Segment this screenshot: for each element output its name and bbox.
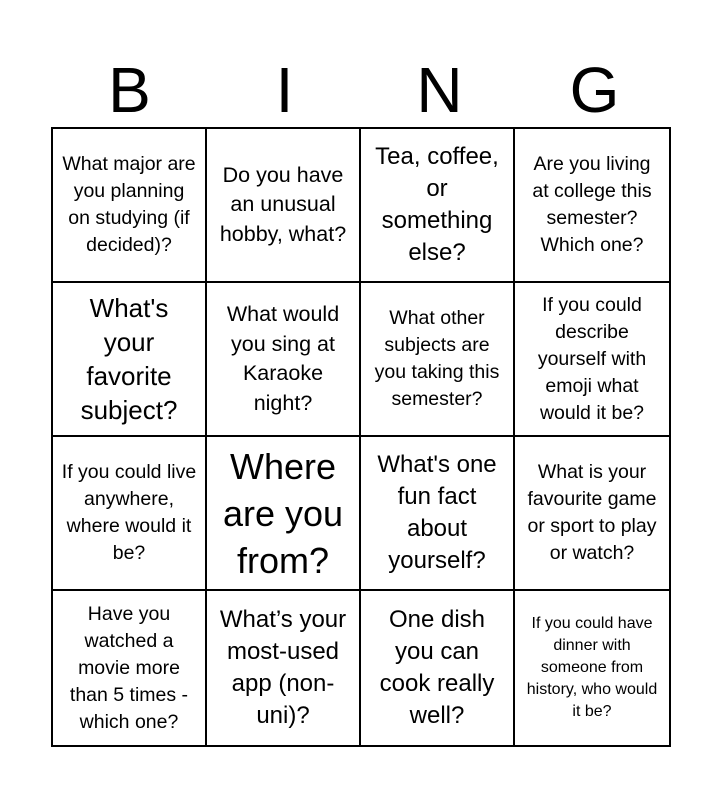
- cell-text: If you could have dinner with someone from history, who would it be?: [526, 615, 658, 720]
- cell-text: What's your favorite subject?: [80, 293, 178, 425]
- bingo-board: [51, 127, 671, 747]
- cell-text: What would you sing at Karaoke night?: [226, 302, 340, 415]
- bingo-cell[interactable]: [207, 129, 361, 283]
- cell-text: Are you living at college this semester? Which one?: [532, 153, 652, 256]
- bingo-cell[interactable]: [515, 129, 669, 283]
- bingo-cell[interactable]: [207, 283, 361, 437]
- cell-text: What other subjects are you taking this semester?: [374, 307, 500, 410]
- bingo-cell[interactable]: [53, 129, 207, 283]
- bingo-cell[interactable]: [53, 591, 207, 745]
- cell-text: What’s your most-used app (non-uni)?: [219, 606, 347, 729]
- bingo-header: [52, 52, 672, 128]
- bingo-cell[interactable]: [207, 437, 361, 591]
- cell-text: If you could live anywhere, where would it be?: [61, 461, 197, 564]
- header-letter-b: B: [108, 54, 151, 126]
- cell-text: Tea, coffee, or something else?: [375, 143, 499, 266]
- bingo-cell[interactable]: [515, 283, 669, 437]
- header-letter-n: N: [416, 54, 463, 126]
- bingo-cell[interactable]: [361, 437, 515, 591]
- cell-text: If you could describe yourself with emoji what would it be?: [537, 293, 647, 424]
- bingo-cell[interactable]: [207, 591, 361, 745]
- bingo-cell[interactable]: [515, 591, 669, 745]
- cell-text: What is your favourite game or sport to play or watch?: [527, 461, 657, 564]
- bingo-cell[interactable]: [53, 437, 207, 591]
- bingo-cell[interactable]: [361, 283, 515, 437]
- header-letter-g: G: [569, 54, 620, 126]
- bingo-cell[interactable]: [515, 437, 669, 591]
- bingo-cell[interactable]: [361, 129, 515, 283]
- cell-text: Where are you from?: [222, 445, 344, 581]
- cell-text: One dish you can cook really well?: [379, 606, 495, 729]
- bingo-cell[interactable]: [53, 283, 207, 437]
- cell-text: Do you have an unusual hobby, what?: [219, 162, 347, 246]
- cell-text: What's one fun fact about yourself?: [377, 451, 497, 574]
- header-letter-i: I: [275, 54, 294, 126]
- cell-text: Have you watched a movie more than 5 times -which one?: [69, 602, 189, 733]
- cell-text: What major are you planning on studying (if decided)?: [62, 153, 196, 256]
- bingo-cell[interactable]: [361, 591, 515, 745]
